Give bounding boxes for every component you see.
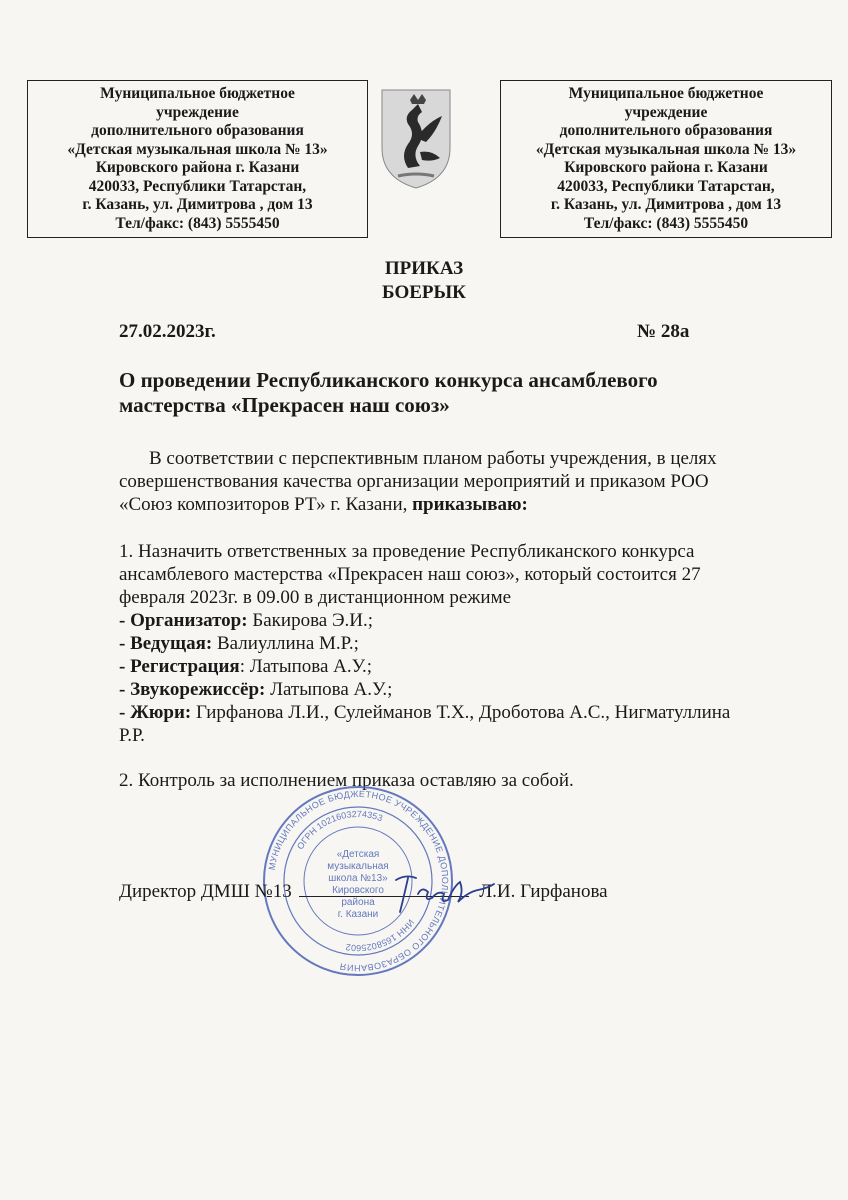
header-right-line: 420033, Республики Татарстан, xyxy=(557,177,775,195)
director-name: Л.И. Гирфанова xyxy=(479,881,608,902)
stamp-inn: ИНН 1658025602 xyxy=(345,917,417,954)
role-value: Бакирова Э.И.; xyxy=(247,610,374,631)
order-date: 27.02.2023г. xyxy=(119,321,216,342)
header-left-line: 420033, Республики Татарстан, xyxy=(88,177,307,195)
stamp-center-line: г. Казани xyxy=(337,909,379,920)
intro-order-word: приказываю: xyxy=(412,494,528,515)
role-label: - Жюри: xyxy=(119,702,192,723)
item1-line: Р.Р. xyxy=(119,725,145,746)
item1-line: февраля 2023г. в 09.00 в дистанционном режиме xyxy=(119,587,512,608)
header-right-line: г. Казань, ул. Димитрова , дом 13 xyxy=(550,196,782,213)
role-value: Гирфанова Л.И., Сулейманов Т.Х., Дроботова А.С., Нигматуллина xyxy=(191,702,731,723)
header-left-line: Муниципальное бюджетное xyxy=(100,85,295,102)
item1-line: 1. Назначить ответственных за проведение Республиканского конкурса xyxy=(119,541,695,562)
kazan-coat-of-arms-icon xyxy=(378,86,454,190)
stamp-outer-text: МУНИЦИПАЛЬНОЕ БЮДЖЕТНОЕ УЧРЕЖДЕНИЕ ДОПОЛНИТЕЛЬНОГО ОБРАЗОВАНИЯ xyxy=(266,788,451,974)
intro-text: «Союз композиторов РТ» г. Казани, xyxy=(119,494,413,515)
role-label: - Организатор: xyxy=(119,610,248,631)
intro-line: совершенствования качества организации мероприятий и приказом РОО xyxy=(119,471,709,492)
role-jury xyxy=(119,701,759,724)
header-right-line: Кировского района г. Казани xyxy=(564,159,768,176)
header-left-line: дополнительного образования xyxy=(91,122,304,139)
item2-line: 2. Контроль за исполнением приказа оставляю за собой. xyxy=(119,770,574,791)
role-label: - Регистрация xyxy=(119,656,240,677)
stamp-center-line: «Детская xyxy=(336,849,380,860)
header-left-line: Кировского района г. Казани xyxy=(95,159,300,176)
stamp-center-line: Кировского xyxy=(332,885,384,896)
order-title-ru: ПРИКАЗ xyxy=(384,258,464,279)
director-position: Директор ДМШ №13 xyxy=(119,881,292,902)
header-left-line: Тел/факс: (843) 5555450 xyxy=(115,214,280,232)
stamp-center-line: школа №13» xyxy=(328,873,388,884)
role-registration xyxy=(119,655,759,678)
handwritten-signature xyxy=(388,868,498,918)
intro-line xyxy=(119,493,759,516)
stamp-ogrn: ОГРН 1021603274353 xyxy=(295,808,384,852)
role-sound-engineer xyxy=(119,678,759,701)
role-value: Латыпова А.У.; xyxy=(265,679,393,700)
stamp-center-line: района xyxy=(341,897,375,908)
role-value: : Латыпова А.У.; xyxy=(239,656,373,677)
order-title-tt: БОЕРЫК xyxy=(382,282,466,303)
role-label: - Звукорежиссёр: xyxy=(119,679,266,700)
header-right-line: «Детская музыкальная школа № 13» xyxy=(535,140,797,158)
item1-line: ансамблевого мастерства «Прекрасен наш союз», который состоится 27 xyxy=(119,564,701,585)
role-organizer xyxy=(119,609,759,632)
header-right-line: учреждение xyxy=(624,103,708,121)
order-subject xyxy=(119,368,739,418)
header-left-line: г. Казань, ул. Димитрова , дом 13 xyxy=(82,196,313,213)
stamp-center-line: музыкальная xyxy=(327,861,389,872)
header-left-line: учреждение xyxy=(156,103,239,121)
role-host xyxy=(119,632,759,655)
order-item-1 xyxy=(119,540,759,747)
header-left-box xyxy=(27,80,368,238)
subject-line: О проведении Республиканского конкурса ансамблевого xyxy=(119,368,658,392)
subject-line: мастерства «Прекрасен наш союз» xyxy=(119,393,450,417)
intro-line: В соответствии с перспективным планом работы учреждения, в целях xyxy=(149,448,717,469)
header-right-line: Тел/факс: (843) 5555450 xyxy=(583,214,749,232)
role-value: Валиуллина М.Р.; xyxy=(212,633,359,654)
intro-paragraph xyxy=(119,447,759,516)
role-label: - Ведущая: xyxy=(119,633,213,654)
header-right-line: Муниципальное бюджетное xyxy=(568,85,764,102)
order-number: № 28а xyxy=(637,321,690,342)
header-left-line: «Детская музыкальная школа № 13» xyxy=(67,140,328,158)
header-right-box xyxy=(500,80,832,238)
header-right-line: дополнительного образования xyxy=(559,122,773,139)
